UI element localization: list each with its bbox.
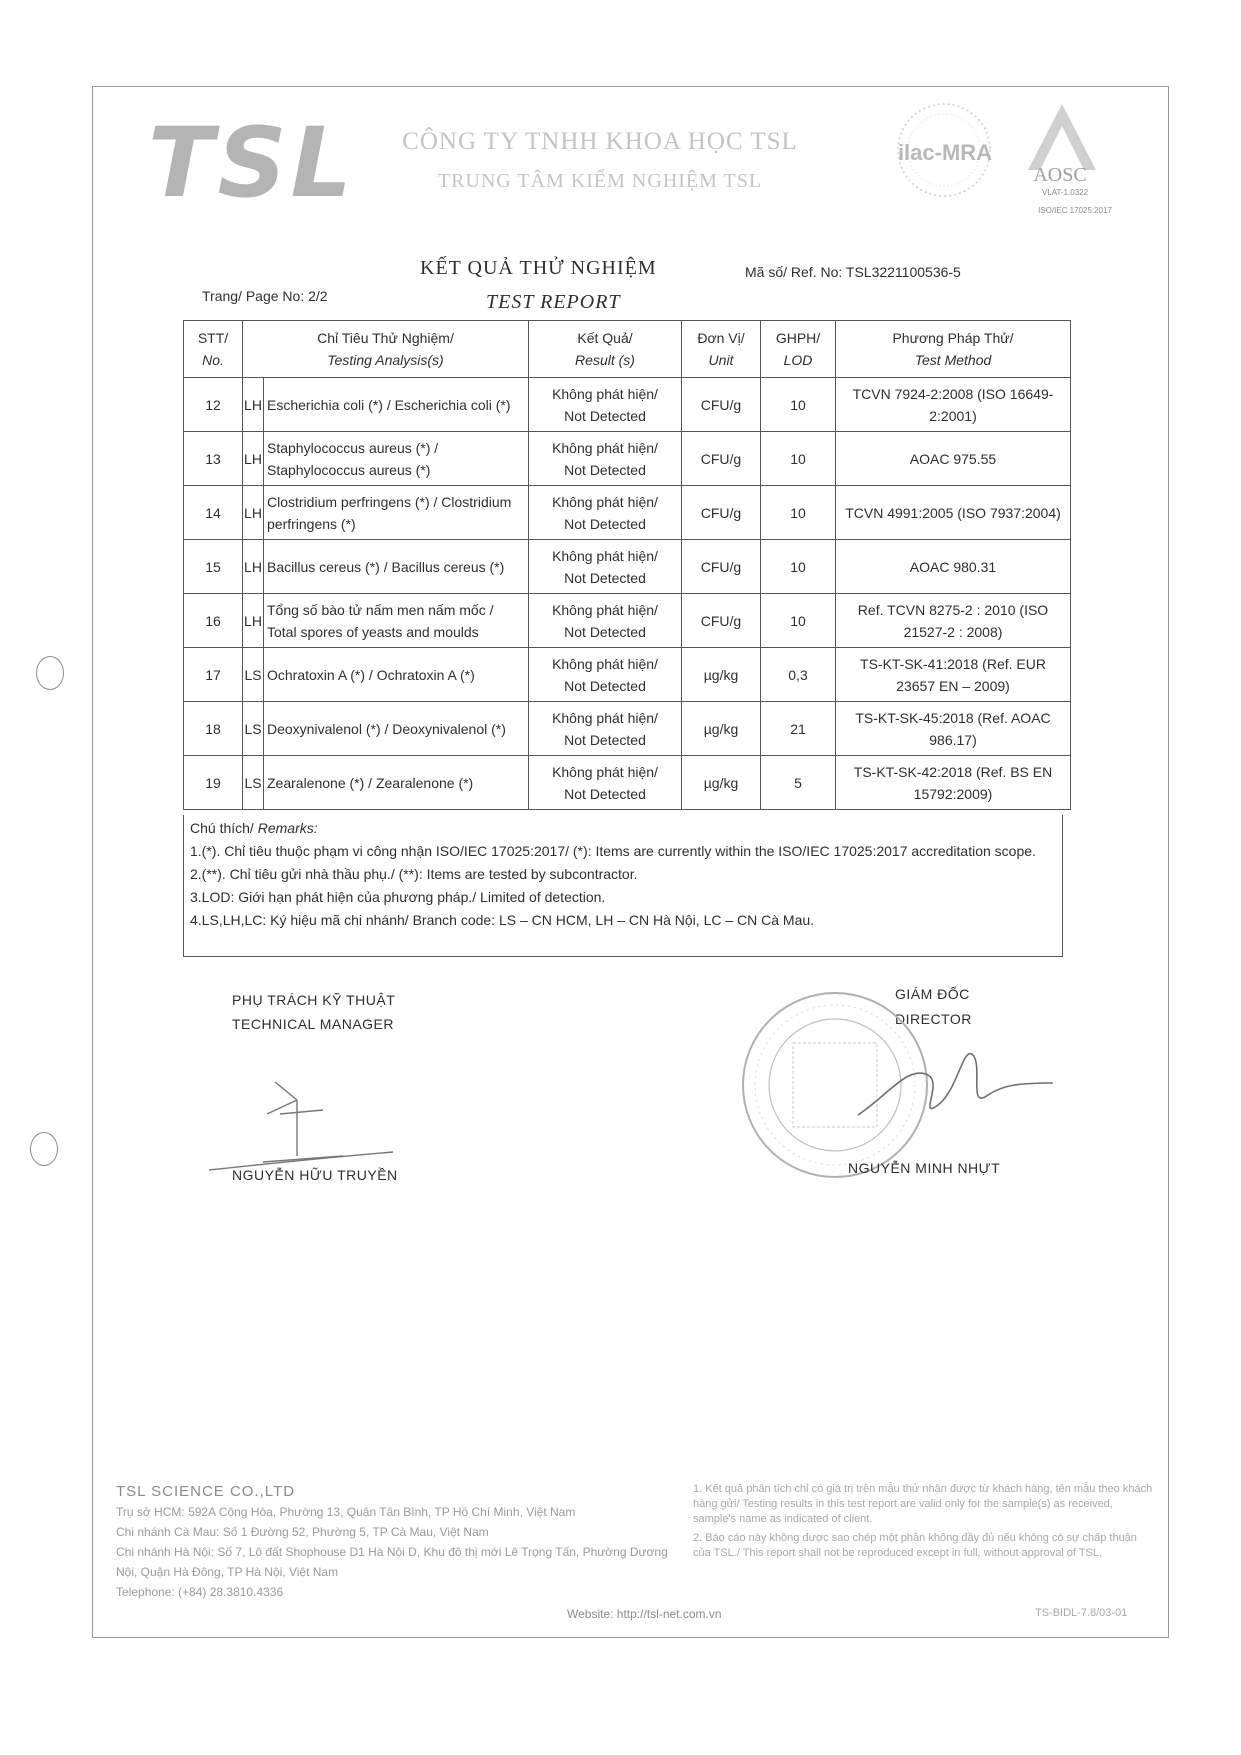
row-analysis: Staphylococcus aureus (*) / Staphylococcus aureus (*) bbox=[264, 432, 529, 486]
row-unit: µg/kg bbox=[682, 702, 761, 756]
aosc-code: VLAT-1.0322 bbox=[1041, 188, 1089, 197]
table-row bbox=[184, 378, 1071, 432]
tech-manager-name: NGUYỄN HỮU TRUYỀN bbox=[232, 1167, 398, 1183]
row-result: Không phát hiện/ Not Detected bbox=[529, 702, 682, 756]
footer-note: 2. Báo cáo này không được sao chép một phần không đầy đủ nếu không có sự chấp thuận của TSL./ This report shall not be reproduced except in full, without approval of TSL. bbox=[693, 1532, 1137, 1559]
row-no: 16 bbox=[184, 594, 243, 648]
remarks-box bbox=[183, 815, 1063, 957]
header-stt: STT/ No. bbox=[184, 321, 243, 378]
reference-number: Mã số/ Ref. No: TSL3221100536-5 bbox=[745, 264, 961, 280]
footer-form-code: TS-BIDL-7.8/03-01 bbox=[1035, 1607, 1128, 1619]
table-row bbox=[184, 594, 1071, 648]
table-header-row bbox=[184, 321, 1071, 378]
row-branch: LH bbox=[243, 486, 264, 540]
table-row bbox=[184, 648, 1071, 702]
header-analysis: Chỉ Tiêu Thử Nghiệm/ Testing Analysis(s) bbox=[243, 321, 529, 378]
row-result: Không phát hiện/ Not Detected bbox=[529, 378, 682, 432]
row-lod: 10 bbox=[761, 486, 836, 540]
tech-manager-title-en: TECHNICAL MANAGER bbox=[232, 1016, 395, 1032]
tsl-logo: TSL bbox=[148, 107, 356, 219]
row-branch: LH bbox=[243, 540, 264, 594]
row-branch: LS bbox=[243, 648, 264, 702]
row-unit: CFU/g bbox=[682, 486, 761, 540]
footer-website: Website: http://tsl-net.com.vn bbox=[567, 1607, 722, 1621]
remark-line: 1.(*). Chỉ tiêu thuộc phạm vi công nhận ISO/IEC 17025:2017/ (*): Items are currently within the ISO/IEC 17025:2017 accreditation scope. bbox=[190, 843, 1036, 859]
director-name: NGUYỄN MINH NHỰT bbox=[848, 1160, 1001, 1176]
row-branch: LH bbox=[243, 594, 264, 648]
results-table bbox=[183, 320, 1071, 810]
table-row bbox=[184, 702, 1071, 756]
row-no: 14 bbox=[184, 486, 243, 540]
row-lod: 21 bbox=[761, 702, 836, 756]
footer-camau-address: Chi nhánh Cà Mau: Số 1 Đường 52, Phường 5, TP Cà Mau, Việt Nam bbox=[116, 1525, 489, 1539]
row-method: TS-KT-SK-41:2018 (Ref. EUR 23657 EN – 2009) bbox=[836, 648, 1071, 702]
row-no: 15 bbox=[184, 540, 243, 594]
footer-company-name: TSL SCIENCE CO.,LTD bbox=[116, 1483, 296, 1500]
table-row bbox=[184, 756, 1071, 810]
header-unit: Đơn Vị/ Unit bbox=[682, 321, 761, 378]
remark-line: 3.LOD: Giới hạn phát hiện của phương pháp./ Limited of detection. bbox=[190, 889, 606, 905]
aosc-iso: ISO/IEC 17025:2017 bbox=[1038, 206, 1112, 215]
director-signature-icon bbox=[848, 1025, 1058, 1135]
row-lod: 10 bbox=[761, 432, 836, 486]
row-result: Không phát hiện/ Not Detected bbox=[529, 648, 682, 702]
row-analysis: Clostridium perfringens (*) / Clostridium perfringens (*) bbox=[264, 486, 529, 540]
table-row bbox=[184, 432, 1071, 486]
footer-hcm-address: Trụ sở HCM: 592A Cộng Hòa, Phường 13, Quận Tân Bình, TP Hồ Chí Minh, Việt Nam bbox=[116, 1505, 576, 1519]
row-no: 12 bbox=[184, 378, 243, 432]
row-method: TS-KT-SK-45:2018 (Ref. AOAC 986.17) bbox=[836, 702, 1071, 756]
row-method: AOAC 975.55 bbox=[836, 432, 1071, 486]
remarks-title: Chú thích/ Remarks: bbox=[190, 820, 318, 836]
table-row bbox=[184, 540, 1071, 594]
row-method: TCVN 4991:2005 (ISO 7937:2004) bbox=[836, 486, 1071, 540]
header-result: Kết Quả/ Result (s) bbox=[529, 321, 682, 378]
ilac-mra-text: ilac-MRA bbox=[897, 140, 993, 165]
row-analysis: Deoxynivalenol (*) / Deoxynivalenol (*) bbox=[264, 702, 529, 756]
row-result: Không phát hiện/ Not Detected bbox=[529, 486, 682, 540]
row-analysis: Ochratoxin A (*) / Ochratoxin A (*) bbox=[264, 648, 529, 702]
tech-manager-signature-icon bbox=[205, 1070, 395, 1180]
row-lod: 0,3 bbox=[761, 648, 836, 702]
row-lod: 10 bbox=[761, 594, 836, 648]
row-lod: 5 bbox=[761, 756, 836, 810]
table-row bbox=[184, 486, 1071, 540]
row-unit: CFU/g bbox=[682, 540, 761, 594]
report-title-vn: KẾT QUẢ THỬ NGHIỆM bbox=[420, 257, 657, 279]
row-analysis: Zearalenone (*) / Zearalenone (*) bbox=[264, 756, 529, 810]
punch-hole bbox=[30, 1132, 58, 1166]
aosc-text: AOSC bbox=[1033, 164, 1087, 186]
row-result: Không phát hiện/ Not Detected bbox=[529, 756, 682, 810]
row-result: Không phát hiện/ Not Detected bbox=[529, 594, 682, 648]
header-method: Phương Pháp Thử/ Test Method bbox=[836, 321, 1071, 378]
row-unit: CFU/g bbox=[682, 432, 761, 486]
row-branch: LH bbox=[243, 378, 264, 432]
row-method: Ref. TCVN 8275-2 : 2010 (ISO 21527-2 : 2008) bbox=[836, 594, 1071, 648]
row-no: 18 bbox=[184, 702, 243, 756]
row-no: 13 bbox=[184, 432, 243, 486]
row-method: AOAC 980.31 bbox=[836, 540, 1071, 594]
row-lod: 10 bbox=[761, 540, 836, 594]
footer-telephone: Telephone: (+84) 28.3810.4336 bbox=[116, 1585, 284, 1599]
row-method: TCVN 7924-2:2008 (ISO 16649-2:2001) bbox=[836, 378, 1071, 432]
row-unit: CFU/g bbox=[682, 594, 761, 648]
company-name: CÔNG TY TNHH KHOA HỌC TSL bbox=[402, 128, 798, 155]
header-lod: GHPH/ LOD bbox=[761, 321, 836, 378]
row-no: 19 bbox=[184, 756, 243, 810]
center-name: TRUNG TÂM KIỂM NGHIỆM TSL bbox=[437, 170, 763, 192]
footer-notes bbox=[693, 1482, 1157, 1561]
report-title-en: TEST REPORT bbox=[486, 291, 621, 313]
footer-note: 1. Kết quả phân tích chỉ có giá trị trên mẫu thử nhận được từ khách hàng, tên mẫu theo khách hàng gửi/ Testing results in this test report are valid only for the sample(s) as received, sample's name as indicated of client. bbox=[693, 1483, 1153, 1525]
row-lod: 10 bbox=[761, 378, 836, 432]
row-no: 17 bbox=[184, 648, 243, 702]
row-analysis: Escherichia coli (*) / Escherichia coli (*) bbox=[264, 378, 529, 432]
row-analysis: Bacillus cereus (*) / Bacillus cereus (*) bbox=[264, 540, 529, 594]
remark-line: 2.(**). Chỉ tiêu gửi nhà thầu phụ./ (**): Items are tested by subcontractor. bbox=[190, 866, 638, 882]
director-title-vn: GIÁM ĐỐC bbox=[895, 986, 970, 1002]
footer-hanoi-address: Chi nhánh Hà Nội: Số 7, Lô đất Shophouse D1 Hà Nội D, Khu đô thị mới Lê Trọng Tấn, Phường Dương Nội, Quận Hà Đông, TP Hà Nội, Việt Nam bbox=[116, 1545, 668, 1579]
row-branch: LS bbox=[243, 756, 264, 810]
row-branch: LS bbox=[243, 702, 264, 756]
row-method: TS-KT-SK-42:2018 (Ref. BS EN 15792:2009) bbox=[836, 756, 1071, 810]
remark-line: 4.LS,LH,LC: Ký hiệu mã chi nhánh/ Branch code: LS – CN HCM, LH – CN Hà Nội, LC – CN Cà Mau. bbox=[190, 912, 815, 928]
row-branch: LH bbox=[243, 432, 264, 486]
footer-company-info bbox=[116, 1482, 676, 1602]
row-unit: µg/kg bbox=[682, 648, 761, 702]
row-unit: CFU/g bbox=[682, 378, 761, 432]
row-result: Không phát hiện/ Not Detected bbox=[529, 432, 682, 486]
row-unit: µg/kg bbox=[682, 756, 761, 810]
row-result: Không phát hiện/ Not Detected bbox=[529, 540, 682, 594]
tech-manager-title-vn: PHỤ TRÁCH KỸ THUẬT bbox=[232, 992, 396, 1008]
punch-hole bbox=[36, 656, 64, 690]
page-number: Trang/ Page No: 2/2 bbox=[202, 288, 328, 304]
row-analysis: Tổng số bào tử nấm men nấm mốc / Total spores of yeasts and moulds bbox=[264, 594, 529, 648]
director-title-en: DIRECTOR bbox=[895, 1011, 972, 1027]
